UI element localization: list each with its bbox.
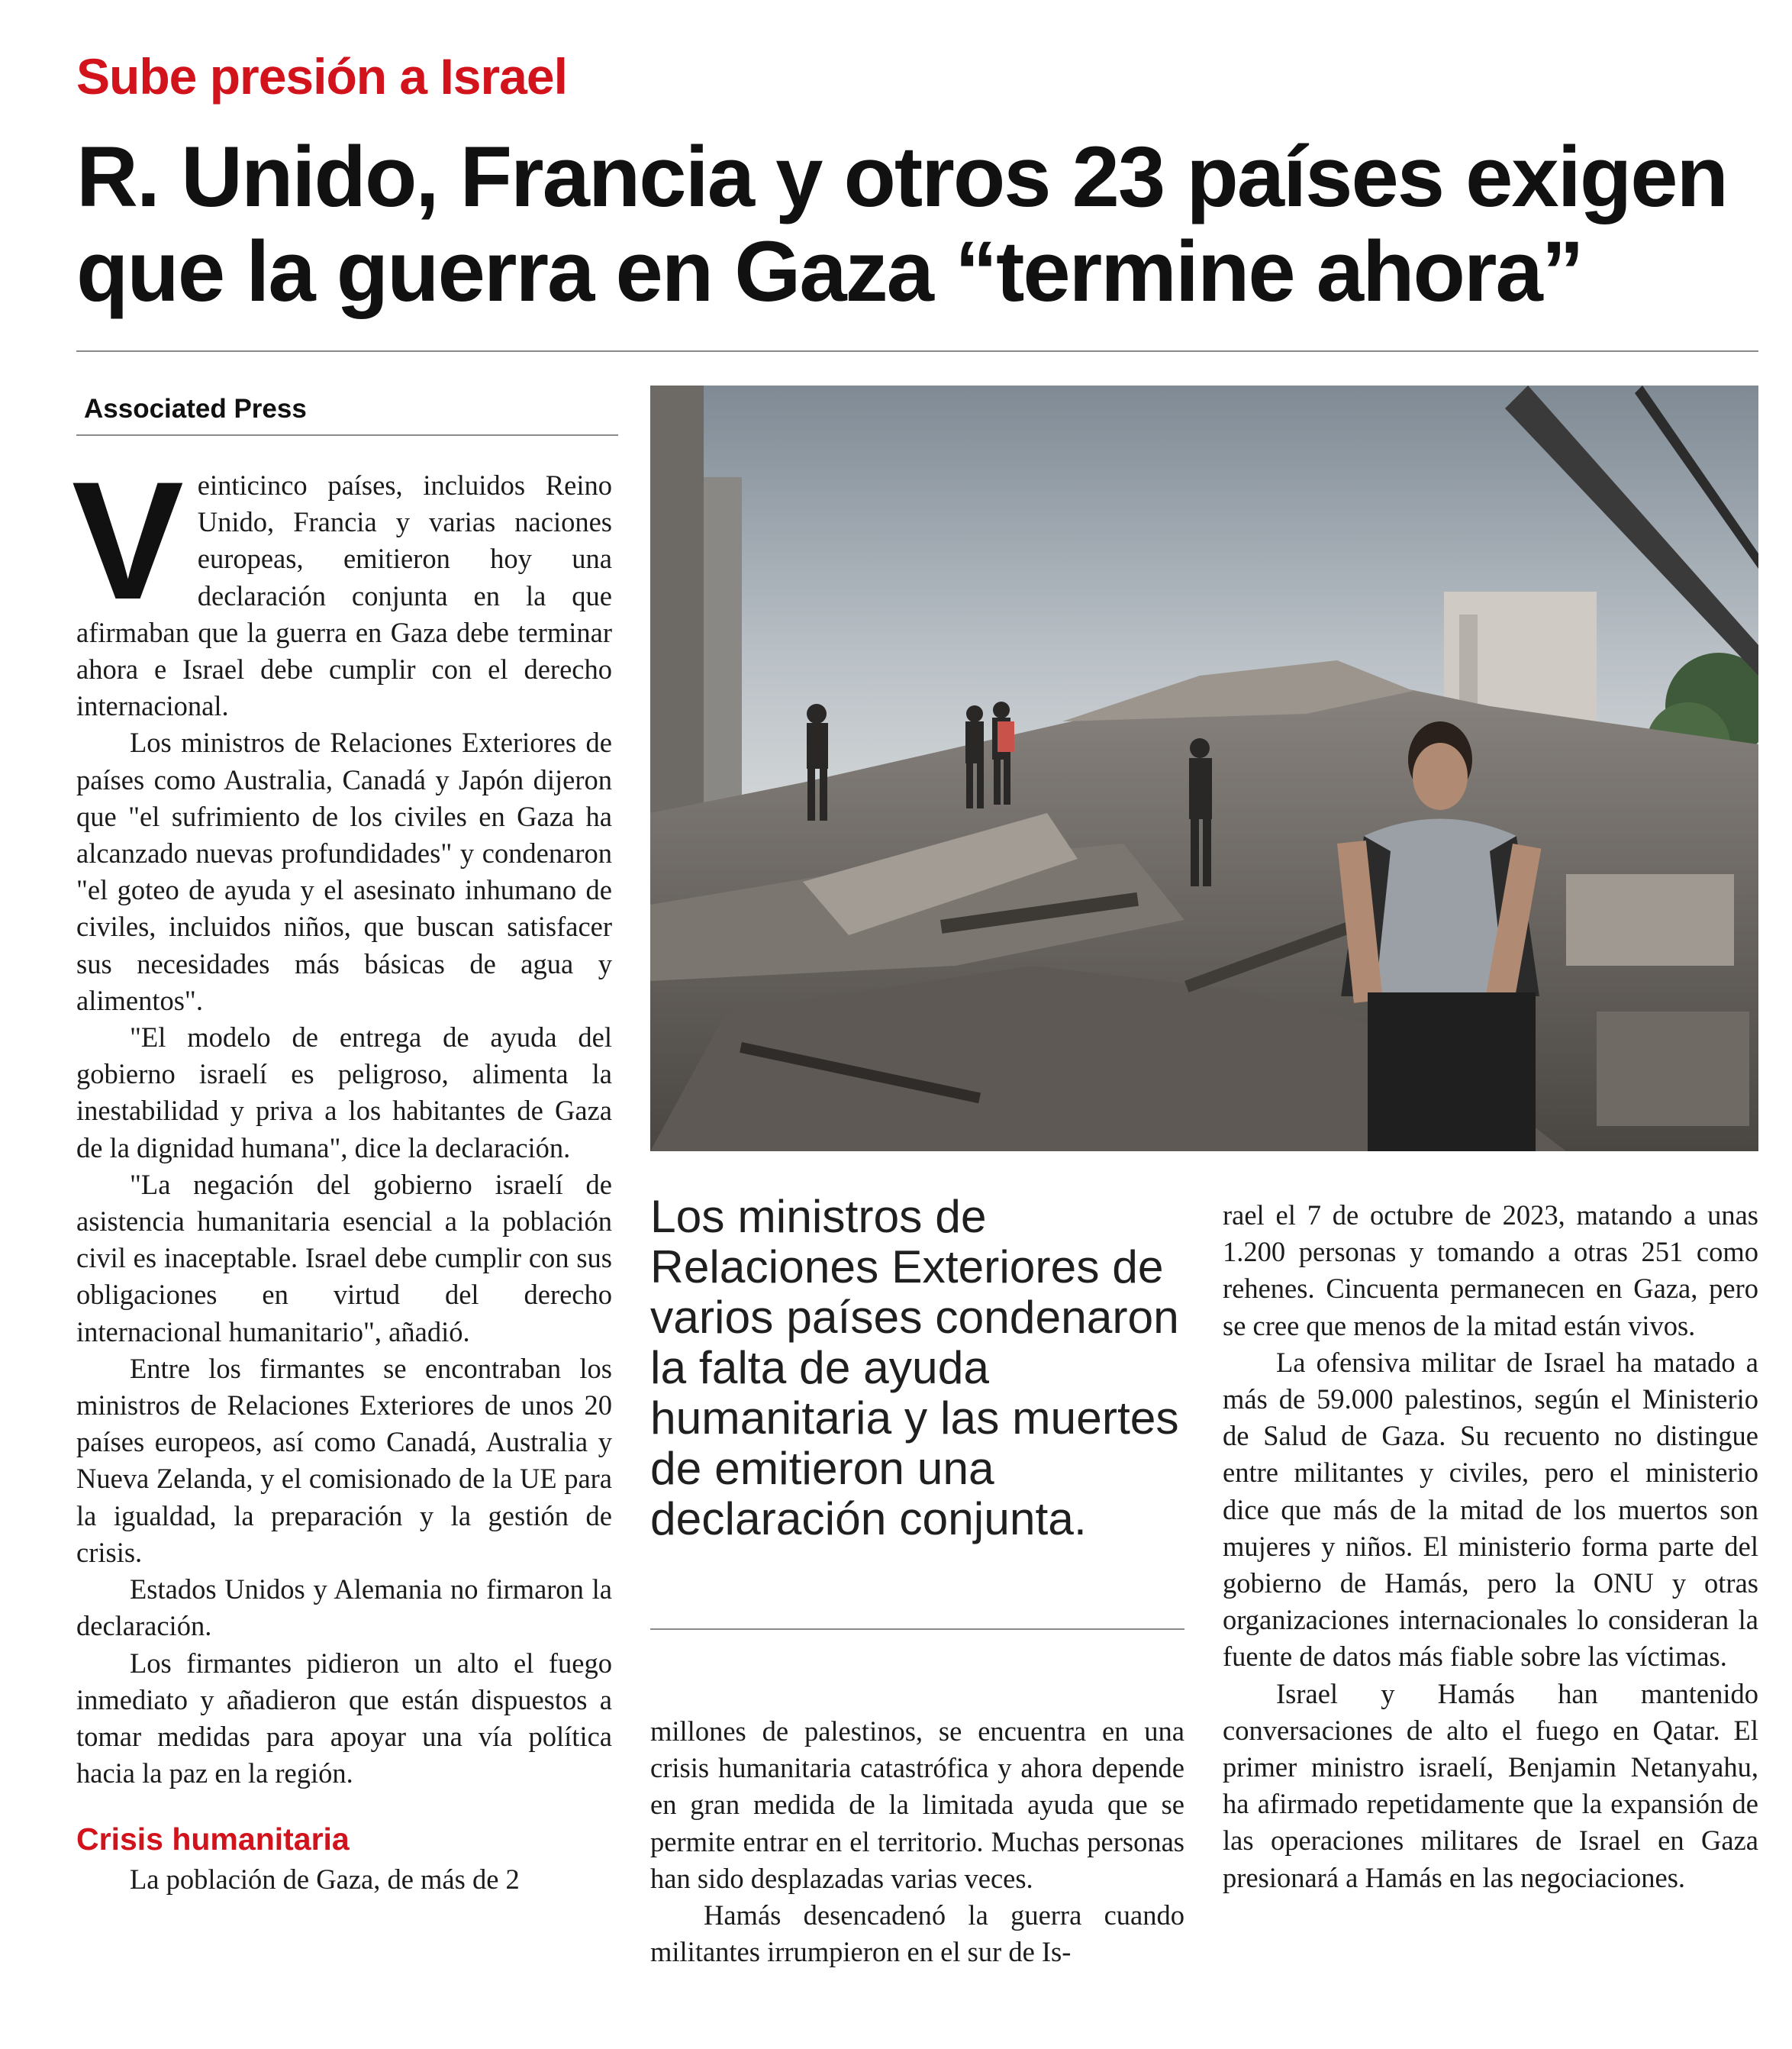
paragraph-6: Estados Unidos y Alemania no firmaron la declaración.: [76, 1573, 612, 1642]
headline-line-2: que la guerra en Gaza “termine ahora”: [76, 224, 1583, 319]
paragraph-2: Los ministros de Relaciones Exteriores de países como Australia, Canadá y Japón dijeron que "el sufrimiento de los civiles en Gaza ha alcanzado nuevas profundidades" y condenaron "el goteo de ayuda y el asesinato inhumano de civiles, incluidos niños, que buscan satisfacer sus necesidades más básicas de agua y alimentos".: [76, 727, 612, 1016]
article-column-2: [650, 1713, 1184, 1970]
rubble-photo-icon: [650, 386, 1758, 1151]
headline: [76, 130, 1755, 319]
paragraph-9-continued: rael el 7 de octubre de 2023, matando a unas 1.200 personas y tomando a otras 251 como rehenes. Cincuenta permanecen en Gaza, pero se cree que menos de la mitad están vivos.: [1223, 1199, 1758, 1341]
paragraph-4: "La negación del gobierno israelí de asistencia humanitaria esencial a la población civil es inaceptable. Israel debe cumplir con sus obligaciones en virtud del derecho internacional humanitario", añadió.: [76, 1168, 612, 1347]
paragraph-7: Los firmantes pidieron un alto el fuego inmediato y añadieron que están dispuestos a tomar medidas para apoyar una vía política hacia la paz en la región.: [76, 1647, 612, 1789]
drop-cap: V: [72, 447, 184, 634]
byline-divider: [76, 434, 618, 436]
paragraph-1-text: einticinco países, incluidos Reino Unido, Francia y varias naciones europeas, emitieron hoy una declaración conjunta en la que afirmaban que la guerra en Gaza debe terminar ahora e Israel debe cumplir con el derecho internacional.: [76, 469, 612, 722]
paragraph-8: La población de Gaza, de más de 2: [130, 1863, 520, 1895]
paragraph-9: Hamás desencadenó la guerra cuando militantes irrumpieron en el sur de Is-: [650, 1899, 1184, 1968]
header-divider: [76, 350, 1758, 352]
article-column-1: [72, 447, 612, 1902]
paragraph-5: Entre los firmantes se encontraban los ministros de Relaciones Exteriores de unos 20 países europeos, así como Canadá, Australia y Nueva Zelanda, y el comisionado de la UE para la igualdad, la preparación y la gestión de crisis.: [76, 1352, 612, 1568]
article-column-3: [1223, 1197, 1758, 1896]
subhead-crisis: Crisis humanitaria: [76, 1822, 350, 1857]
byline: Associated Press: [84, 394, 307, 424]
headline-line-1: R. Unido, Francia y otros 23 países exigen: [76, 129, 1727, 224]
paragraph-1: [72, 447, 612, 724]
kicker: Sube presión a Israel: [76, 48, 567, 105]
paragraph-3: "El modelo de entrega de ayuda del gobierno israelí es peligroso, alimenta la inestabilidad y priva a los habitantes de Gaza de la dignidad humana", dice la declaración.: [76, 1021, 612, 1163]
pull-quote: Los ministros de Relaciones Exteriores de varios países condenaron la falta de ayuda humanitaria y las muertes de emitieron una declaración conjunta.: [650, 1190, 1179, 1544]
paragraph-11: Israel y Hamás han mantenido conversaciones de alto el fuego en Qatar. El primer ministro israelí, Benjamin Netanyahu, ha afirmado repetidamente que la expansión de las operaciones militares de Israel en Gaza presionará a Hamás en las negociaciones.: [1223, 1677, 1758, 1893]
pull-quote-divider: [650, 1628, 1184, 1630]
paragraph-10: La ofensiva militar de Israel ha matado a más de 59.000 palestinos, según el Ministerio de Salud de Gaza. Su recuento no distingue entre militantes y civiles, pero el ministerio dice que más de la mitad de los muertos son mujeres y niños. El ministerio forma parte del gobierno de Hamás, pero la ONU y otras organizaciones internacionales lo consideran la fuente de datos más fiable sobre las víctimas.: [1223, 1346, 1758, 1673]
paragraph-8-continued: millones de palestinos, se encuentra en una crisis humanitaria catastrófica y ahora depende en gran medida de la limitada ayuda que se permite entrar en el territorio. Muchas personas han sido desplazadas varias veces.: [650, 1715, 1184, 1894]
